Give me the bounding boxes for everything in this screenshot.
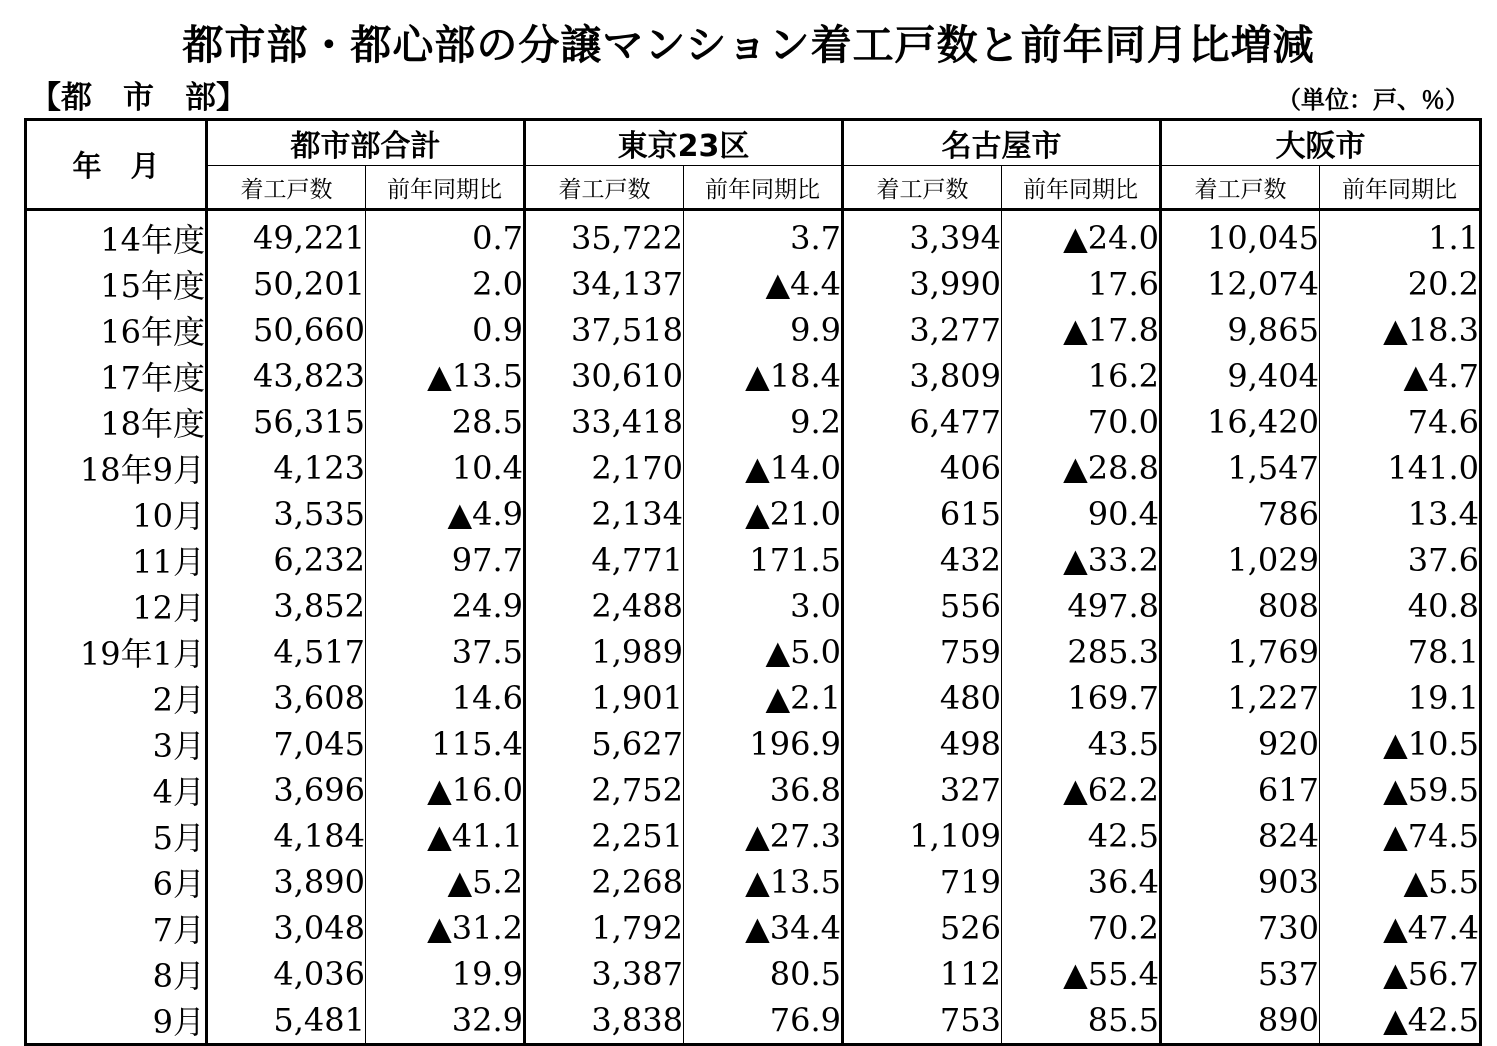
table-row (26, 675, 1481, 721)
table-row (26, 210, 1481, 262)
sub-header-yoy: 前年同期比 (684, 166, 843, 210)
row-label: 6月 (26, 859, 207, 905)
yoy-cell: 10.4 (366, 445, 525, 491)
row-label: 5月 (26, 813, 207, 859)
units-cell: 49,221 (207, 210, 366, 262)
units-cell: 43,823 (207, 353, 366, 399)
units-cell: 1,769 (1161, 629, 1320, 675)
yoy-cell: 9.2 (684, 399, 843, 445)
units-cell: 3,048 (207, 905, 366, 951)
row-label: 18年9月 (26, 445, 207, 491)
yoy-cell: 19.1 (1320, 675, 1481, 721)
yoy-cell: 76.9 (684, 997, 843, 1045)
units-cell: 903 (1161, 859, 1320, 905)
units-cell: 34,137 (525, 261, 684, 307)
units-cell: 3,838 (525, 997, 684, 1045)
units-cell: 759 (843, 629, 1002, 675)
yoy-cell: 3.0 (684, 583, 843, 629)
yoy-cell: 16.2 (1002, 353, 1161, 399)
units-cell: 3,387 (525, 951, 684, 997)
yoy-cell: 37.5 (366, 629, 525, 675)
units-cell: 3,394 (843, 210, 1002, 262)
units-cell: 3,696 (207, 767, 366, 813)
row-label: 16年度 (26, 307, 207, 353)
row-label: 8月 (26, 951, 207, 997)
yoy-cell: ▲4.7 (1320, 353, 1481, 399)
units-cell: 33,418 (525, 399, 684, 445)
sub-header-units: 着工戸数 (525, 166, 684, 210)
table-row (26, 537, 1481, 583)
table-row (26, 721, 1481, 767)
units-cell: 1,547 (1161, 445, 1320, 491)
yoy-cell: 74.6 (1320, 399, 1481, 445)
data-table (24, 118, 1482, 1046)
yoy-cell: 78.1 (1320, 629, 1481, 675)
sub-header-yoy: 前年同期比 (1002, 166, 1161, 210)
units-cell: 56,315 (207, 399, 366, 445)
units-cell: 432 (843, 537, 1002, 583)
units-cell: 1,227 (1161, 675, 1320, 721)
row-label: 4月 (26, 767, 207, 813)
units-cell: 406 (843, 445, 1002, 491)
units-cell: 5,627 (525, 721, 684, 767)
yoy-cell: 196.9 (684, 721, 843, 767)
yoy-cell: 32.9 (366, 997, 525, 1045)
sub-header-units: 着工戸数 (207, 166, 366, 210)
units-cell: 10,045 (1161, 210, 1320, 262)
yoy-cell: 0.9 (366, 307, 525, 353)
yoy-cell: 169.7 (1002, 675, 1161, 721)
units-cell: 617 (1161, 767, 1320, 813)
units-cell: 730 (1161, 905, 1320, 951)
units-cell: 112 (843, 951, 1002, 997)
units-cell: 2,251 (525, 813, 684, 859)
units-cell: 556 (843, 583, 1002, 629)
row-label: 19年1月 (26, 629, 207, 675)
units-cell: 1,029 (1161, 537, 1320, 583)
units-cell: 4,123 (207, 445, 366, 491)
yoy-cell: 36.8 (684, 767, 843, 813)
units-cell: 920 (1161, 721, 1320, 767)
yoy-cell: 36.4 (1002, 859, 1161, 905)
units-cell: 6,232 (207, 537, 366, 583)
table-row (26, 997, 1481, 1045)
units-cell: 16,420 (1161, 399, 1320, 445)
yoy-cell: ▲16.0 (366, 767, 525, 813)
table-row (26, 813, 1481, 859)
units-cell: 3,608 (207, 675, 366, 721)
yoy-cell: ▲13.5 (684, 859, 843, 905)
yoy-cell: ▲47.4 (1320, 905, 1481, 951)
units-cell: 2,752 (525, 767, 684, 813)
units-cell: 2,134 (525, 491, 684, 537)
yoy-cell: 37.6 (1320, 537, 1481, 583)
units-cell: 4,036 (207, 951, 366, 997)
row-label: 2月 (26, 675, 207, 721)
group-header: 大阪市 (1161, 120, 1481, 166)
row-label: 17年度 (26, 353, 207, 399)
yoy-cell: 0.7 (366, 210, 525, 262)
yoy-cell: 24.9 (366, 583, 525, 629)
row-label: 10月 (26, 491, 207, 537)
units-cell: 9,404 (1161, 353, 1320, 399)
yoy-cell: ▲4.9 (366, 491, 525, 537)
units-cell: 4,771 (525, 537, 684, 583)
yoy-cell: 497.8 (1002, 583, 1161, 629)
yoy-cell: 14.6 (366, 675, 525, 721)
units-cell: 9,865 (1161, 307, 1320, 353)
yoy-cell: 40.8 (1320, 583, 1481, 629)
yoy-cell: 85.5 (1002, 997, 1161, 1045)
table-row (26, 905, 1481, 951)
units-cell: 1,989 (525, 629, 684, 675)
units-cell: 3,809 (843, 353, 1002, 399)
group-header: 都市部合計 (207, 120, 525, 166)
row-label: 7月 (26, 905, 207, 951)
units-cell: 3,852 (207, 583, 366, 629)
yoy-cell: ▲2.1 (684, 675, 843, 721)
yoy-cell: ▲31.2 (366, 905, 525, 951)
yoy-cell: 3.7 (684, 210, 843, 262)
yoy-cell: 1.1 (1320, 210, 1481, 262)
row-label: 18年度 (26, 399, 207, 445)
units-cell: 3,990 (843, 261, 1002, 307)
yoy-cell: ▲74.5 (1320, 813, 1481, 859)
yoy-cell: ▲14.0 (684, 445, 843, 491)
row-label: 15年度 (26, 261, 207, 307)
units-cell: 3,890 (207, 859, 366, 905)
yoy-cell: 171.5 (684, 537, 843, 583)
units-cell: 890 (1161, 997, 1320, 1045)
yoy-cell: ▲34.4 (684, 905, 843, 951)
units-cell: 537 (1161, 951, 1320, 997)
units-cell: 824 (1161, 813, 1320, 859)
units-cell: 327 (843, 767, 1002, 813)
yoy-cell: ▲13.5 (366, 353, 525, 399)
units-cell: 6,477 (843, 399, 1002, 445)
yoy-cell: 115.4 (366, 721, 525, 767)
units-cell: 50,201 (207, 261, 366, 307)
units-cell: 35,722 (525, 210, 684, 262)
group-header: 名古屋市 (843, 120, 1161, 166)
units-cell: 615 (843, 491, 1002, 537)
yoy-cell: ▲18.4 (684, 353, 843, 399)
section-label: 【都 市 部】 (30, 80, 247, 116)
yoy-cell: ▲18.3 (1320, 307, 1481, 353)
table-row (26, 261, 1481, 307)
table-row (26, 951, 1481, 997)
sub-header-units: 着工戸数 (1161, 166, 1320, 210)
units-cell: 4,517 (207, 629, 366, 675)
yoy-cell: 13.4 (1320, 491, 1481, 537)
yoy-cell: 90.4 (1002, 491, 1161, 537)
units-cell: 30,610 (525, 353, 684, 399)
table-row (26, 445, 1481, 491)
yoy-cell: 80.5 (684, 951, 843, 997)
group-header: 東京23区 (525, 120, 843, 166)
yoy-cell: 19.9 (366, 951, 525, 997)
table-row (26, 491, 1481, 537)
row-label: 9月 (26, 997, 207, 1045)
yoy-cell: ▲33.2 (1002, 537, 1161, 583)
units-cell: 2,488 (525, 583, 684, 629)
yoy-cell: ▲10.5 (1320, 721, 1481, 767)
yoy-cell: ▲21.0 (684, 491, 843, 537)
units-cell: 808 (1161, 583, 1320, 629)
units-cell: 2,170 (525, 445, 684, 491)
yoy-cell: ▲59.5 (1320, 767, 1481, 813)
yoy-cell: ▲56.7 (1320, 951, 1481, 997)
yoy-cell: 285.3 (1002, 629, 1161, 675)
table-row (26, 629, 1481, 675)
yoy-cell: 42.5 (1002, 813, 1161, 859)
row-label: 11月 (26, 537, 207, 583)
yoy-cell: ▲24.0 (1002, 210, 1161, 262)
units-cell: 4,184 (207, 813, 366, 859)
table-row (26, 767, 1481, 813)
yoy-cell: 20.2 (1320, 261, 1481, 307)
yoy-cell: ▲4.4 (684, 261, 843, 307)
yoy-cell: ▲27.3 (684, 813, 843, 859)
unit-note: （単位：戸、％） (1277, 86, 1469, 114)
yoy-cell: ▲62.2 (1002, 767, 1161, 813)
units-cell: 12,074 (1161, 261, 1320, 307)
table-row (26, 583, 1481, 629)
units-cell: 3,535 (207, 491, 366, 537)
table-row (26, 307, 1481, 353)
units-cell: 2,268 (525, 859, 684, 905)
yoy-cell: ▲17.8 (1002, 307, 1161, 353)
yoy-cell: ▲55.4 (1002, 951, 1161, 997)
units-cell: 1,792 (525, 905, 684, 951)
yoy-cell: ▲41.1 (366, 813, 525, 859)
table-row (26, 399, 1481, 445)
yoy-cell: 43.5 (1002, 721, 1161, 767)
page-title: 都市部・都心部の分譲マンション着工戸数と前年同月比増減 (182, 21, 1315, 69)
yoy-cell: 141.0 (1320, 445, 1481, 491)
table-row (26, 353, 1481, 399)
sub-header-yoy: 前年同期比 (1320, 166, 1481, 210)
units-cell: 753 (843, 997, 1002, 1045)
yoy-cell: 28.5 (366, 399, 525, 445)
yoy-cell: 2.0 (366, 261, 525, 307)
row-label: 12月 (26, 583, 207, 629)
table-body (26, 210, 1481, 1045)
row-label: 14年度 (26, 210, 207, 262)
sub-header-units: 着工戸数 (843, 166, 1002, 210)
yoy-cell: ▲28.8 (1002, 445, 1161, 491)
units-cell: 480 (843, 675, 1002, 721)
yoy-cell: ▲5.2 (366, 859, 525, 905)
yoy-cell: 70.2 (1002, 905, 1161, 951)
units-cell: 3,277 (843, 307, 1002, 353)
units-cell: 5,481 (207, 997, 366, 1045)
units-cell: 1,109 (843, 813, 1002, 859)
yoy-cell: 9.9 (684, 307, 843, 353)
yoy-cell: ▲5.5 (1320, 859, 1481, 905)
yoy-cell: ▲42.5 (1320, 997, 1481, 1045)
units-cell: 50,660 (207, 307, 366, 353)
units-cell: 37,518 (525, 307, 684, 353)
yoy-cell: 17.6 (1002, 261, 1161, 307)
units-cell: 1,901 (525, 675, 684, 721)
yoy-cell: ▲5.0 (684, 629, 843, 675)
yoy-cell: 70.0 (1002, 399, 1161, 445)
table-row (26, 859, 1481, 905)
units-cell: 719 (843, 859, 1002, 905)
yoy-cell: 97.7 (366, 537, 525, 583)
sub-header-yoy: 前年同期比 (366, 166, 525, 210)
row-header: 年 月 (26, 120, 207, 210)
units-cell: 498 (843, 721, 1002, 767)
units-cell: 526 (843, 905, 1002, 951)
row-label: 3月 (26, 721, 207, 767)
units-cell: 7,045 (207, 721, 366, 767)
units-cell: 786 (1161, 491, 1320, 537)
